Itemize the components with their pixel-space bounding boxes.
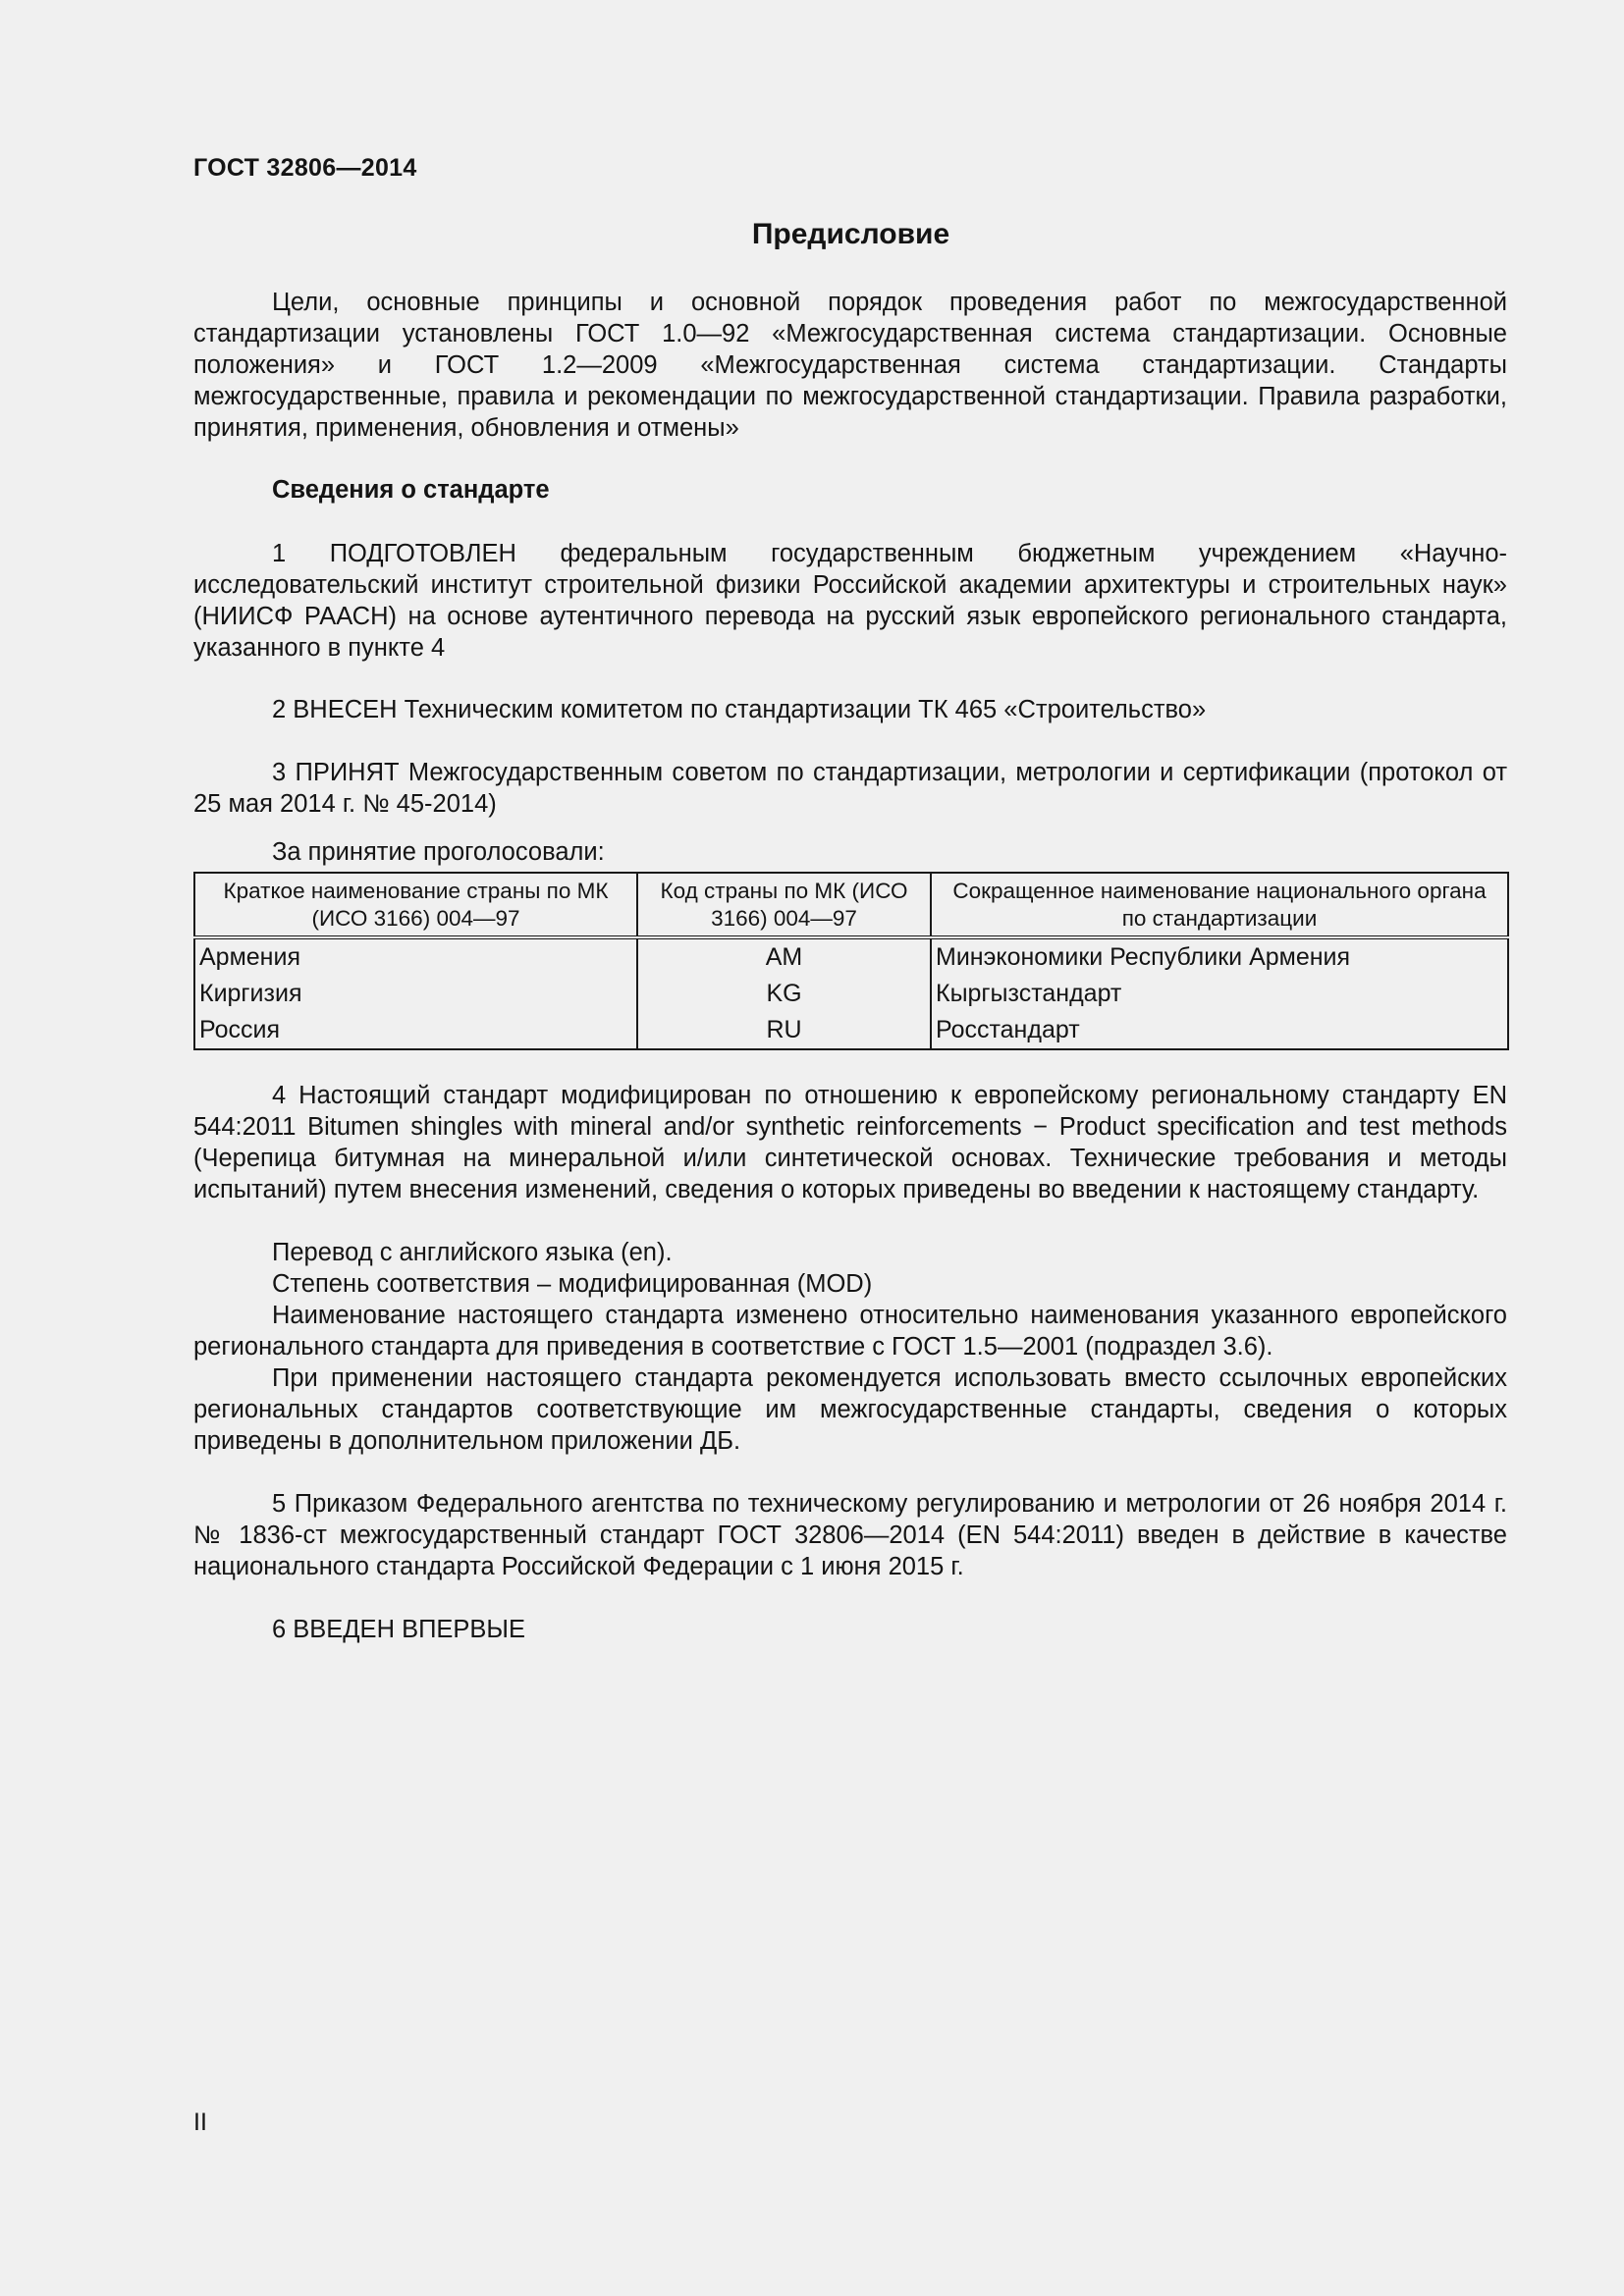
table-header-country: Краткое наименование страны по МК (ИСО 3166) 004—97 — [194, 873, 637, 937]
table-cell-body: Кыргызстандарт — [931, 976, 1508, 1012]
item-5-paragraph: 5 Приказом Федерального агентства по техническому регулированию и метрологии от 26 ноября 2014 г. № 1836-ст межгосударственный стандарт ГОСТ 32806—2014 (EN 544:2011) введен в действие в качестве национального стандарта Российской Федерации с 1 июня 2015 г. — [193, 1490, 1507, 1580]
table-cell-code: RU — [637, 1012, 931, 1049]
table-row — [194, 976, 1508, 1012]
item-4-translation: Перевод с английского языка (en). — [272, 1239, 673, 1266]
table-row — [194, 1012, 1508, 1049]
vote-intro: За принятие проголосовали: — [272, 838, 605, 866]
item-4-name-change: Наименование настоящего стандарта изменено относительно наименования указанного европейского регионального стандарта для приведения в соответствие с ГОСТ 1.5—2001 (подраздел 3.6). — [193, 1302, 1507, 1361]
table-cell-body: Росстандарт — [931, 1012, 1508, 1049]
table-cell-code: KG — [637, 976, 931, 1012]
item-4-degree: Степень соответствия – модифицированная (MOD) — [272, 1270, 873, 1298]
intro-paragraph: Цели, основные принципы и основной порядок проведения работ по межгосударственной стандартизации установлены ГОСТ 1.0—92 «Межгосударственная система стандартизации. Основные положения» и ГОСТ 1.2—2009 «Межгосударственная система стандартизации. Стандарты межгосударственные, правила и рекомендации по межгосударственной стандартизации. Правила разработки, принятия, применения, обновления и отмены» — [193, 289, 1507, 442]
table-cell-country: Киргизия — [194, 976, 637, 1012]
voting-table — [193, 872, 1509, 1050]
page-number: II — [193, 2109, 207, 2136]
document-header: ГОСТ 32806—2014 — [193, 154, 417, 182]
table-cell-body: Минэкономики Республики Армения — [931, 937, 1508, 976]
table-header-code: Код страны по МК (ИСО 3166) 004—97 — [637, 873, 931, 937]
table-header-body: Сокращенное наименование национального органа по стандартизации — [931, 873, 1508, 937]
item-4-paragraph: 4 Настоящий стандарт модифицирован по отношению к европейскому региональному стандарту EN 544:2011 Bitumen shingles with mineral and/or synthetic reinforcements − Product specification and test methods (Черепица битумная на минеральной и/или синтетической основах. Технические требования и методы испытаний) путем внесения изменений, сведения о которых приведены во введении к настоящему стандарту. — [193, 1082, 1507, 1203]
item-4-application: При применении настоящего стандарта рекомендуется использовать вместо ссылочных европейских региональных стандартов соответствующие им межгосударственные стандарты, сведения о которых приведены в дополнительном приложении ДБ. — [193, 1364, 1507, 1455]
item-3-paragraph: 3 ПРИНЯТ Межгосударственным советом по стандартизации, метрологии и сертификации (протокол от 25 мая 2014 г. № 45-2014) — [193, 759, 1507, 818]
info-heading: Сведения о стандарте — [272, 476, 550, 504]
table-row — [194, 937, 1508, 976]
table-cell-code: AM — [637, 937, 931, 976]
item-6-paragraph: 6 ВВЕДЕН ВПЕРВЫЕ — [272, 1616, 526, 1643]
item-2-paragraph: 2 ВНЕСЕН Техническим комитетом по стандартизации ТК 465 «Строительство» — [272, 696, 1207, 723]
table-cell-country: Армения — [194, 937, 637, 976]
item-1-paragraph: 1 ПОДГОТОВЛЕН федеральным государственным бюджетным учреждением «Научно-исследовательский институт строительной физики Российской академии архитектуры и строительных наук» (НИИСФ РААСН) на основе аутентичного перевода на русский язык европейского регионального стандарта, указанного в пункте 4 — [193, 540, 1507, 662]
table-header-row — [194, 873, 1508, 937]
page-title: Предисловие — [751, 218, 950, 250]
table-cell-country: Россия — [194, 1012, 637, 1049]
